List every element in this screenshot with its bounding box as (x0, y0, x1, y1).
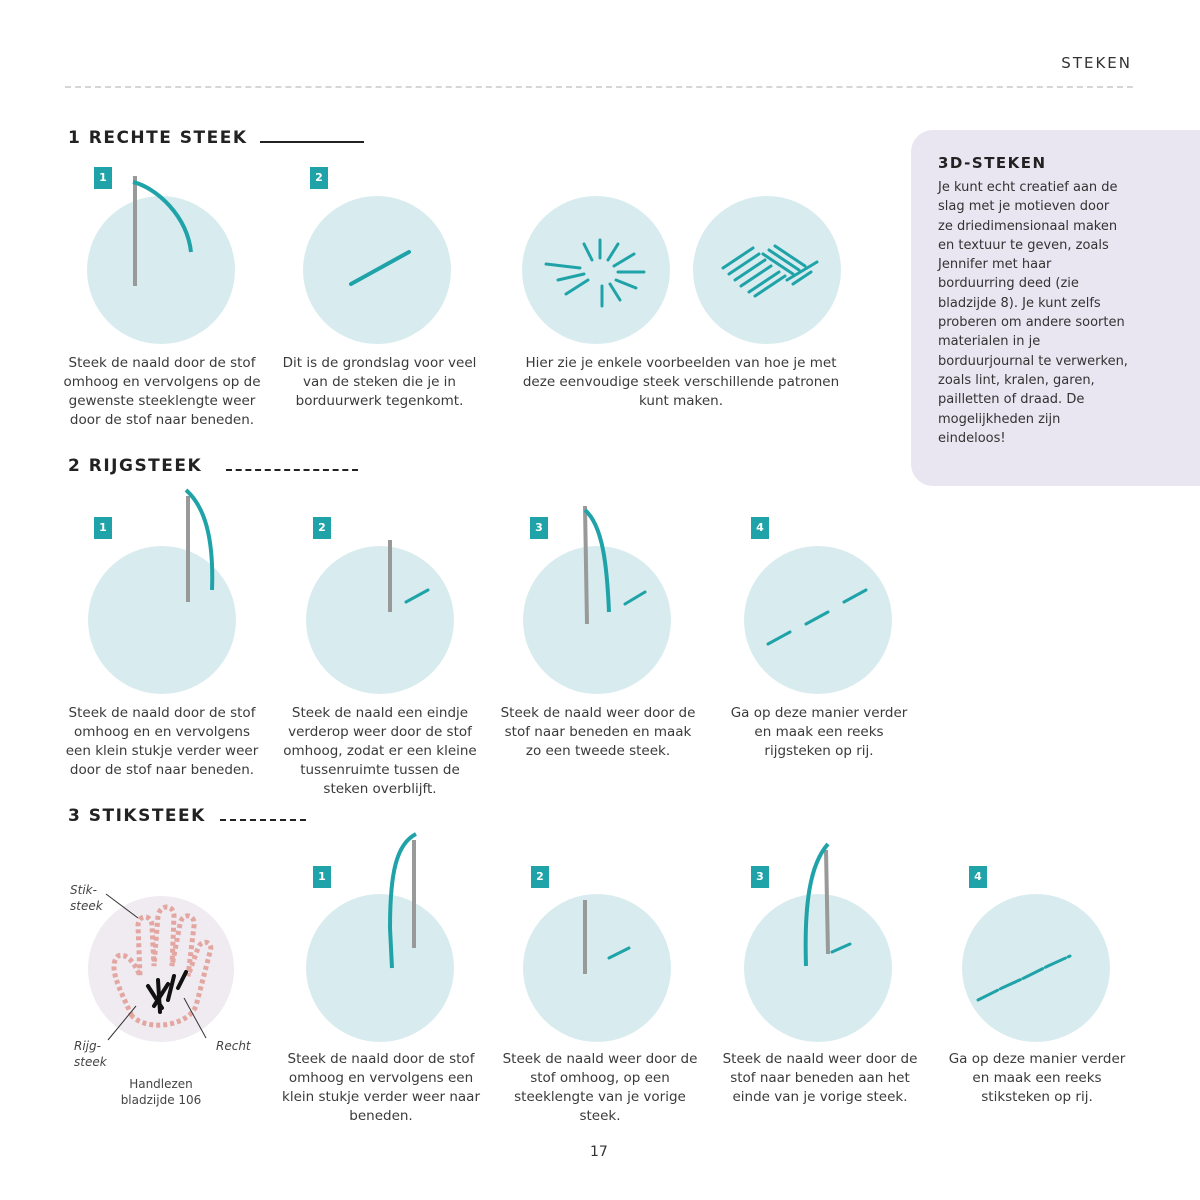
step-badge: 4 (969, 866, 987, 888)
step-caption: Steek de naald weer door de stof naar beneden aan het einde van je vorige steek. (722, 1051, 918, 1105)
label-rijgsteek: Rijg- steek (74, 1039, 107, 1069)
step-badge: 4 (751, 517, 769, 539)
illustration-circle (744, 894, 892, 1042)
label-stiksteek: Stik- steek (70, 883, 103, 913)
step-caption: Steek de naald door de stof omhoog en en vervolgens een klein stukje verder weer door de stof naar beneden. (65, 705, 259, 778)
step-badge: 3 (751, 866, 769, 888)
sidebar-title: 3D-STEKEN (938, 154, 1047, 172)
illustration-circle (523, 894, 671, 1042)
section-title-rechte-steek: 1 RECHTE STEEK (68, 128, 248, 148)
step-caption: Ga op deze manier verder en maak een reeks rijgsteken op rij. (730, 705, 908, 759)
step-caption: Steek de naald weer door de stof naar beneden en maak zo een tweede steek. (500, 705, 696, 759)
page-number: 17 (590, 1144, 608, 1160)
sidebar-body: Je kunt echt creatief aan de slag met je motieven door ze driedimensionaal maken en textuur te geven, zoals Jennifer met haar borduurring deed (zie bladzijde 8). Je kunt zelfs proberen om andere soorten materialen in je borduurjournal te verwerken, zoals lint, kralen, garen, pailletten of draad. De mogelijkheden zijn eindeloos! (938, 180, 1128, 446)
step-caption: Ga op deze manier verder en maak een reeks stiksteken op rij. (948, 1051, 1126, 1105)
step-badge: 3 (530, 517, 548, 539)
step-caption: Hier zie je enkele voorbeelden van hoe je met deze eenvoudige steek verschillende patronen kunt maken. (522, 355, 840, 409)
section-title-stiksteek: 3 STIKSTEEK (68, 806, 206, 826)
step-badge: 1 (94, 517, 112, 539)
step-badge: 2 (310, 167, 328, 189)
illustration-circle (962, 894, 1110, 1042)
backstitch-row-illustration (962, 894, 1110, 1042)
step-caption: Steek de naald weer door de stof omhoog, op een steeklengte van je vorige steek. (502, 1051, 698, 1124)
step-caption: Steek de naald een eindje verderop weer door de stof omhoog, zodat er een kleine tussenruimte tussen de steken overblijft. (283, 705, 477, 797)
step-caption: Steek de naald door de stof omhoog en vervolgens een klein stukje verder weer naar beneden. (282, 1051, 480, 1124)
photo-reference: Handlezen bladzijde 106 (120, 1077, 202, 1107)
step-badge: 1 (94, 167, 112, 189)
illustration-circle (306, 894, 454, 1042)
step-caption: Dit is de grondslag voor veel van de steken die je in borduurwerk tegenkomt. (282, 355, 477, 409)
backstitch-step3-illustration (744, 894, 892, 1042)
sidebar-box (911, 130, 1200, 486)
section-header: STEKEN (1061, 54, 1132, 72)
step-badge: 2 (531, 866, 549, 888)
backstitch-step2-illustration (523, 894, 671, 1042)
label-recht: Recht (216, 1039, 251, 1053)
step-badge: 1 (313, 866, 331, 888)
backstitch-step1-illustration (306, 894, 454, 1042)
section-title-rijgsteek: 2 RIJGSTEEK (68, 456, 203, 476)
step-caption: Steek de naald door de stof omhoog en vervolgens op de gewenste steeklengte weer door de stof naar beneden. (63, 355, 261, 428)
step-badge: 2 (313, 517, 331, 539)
